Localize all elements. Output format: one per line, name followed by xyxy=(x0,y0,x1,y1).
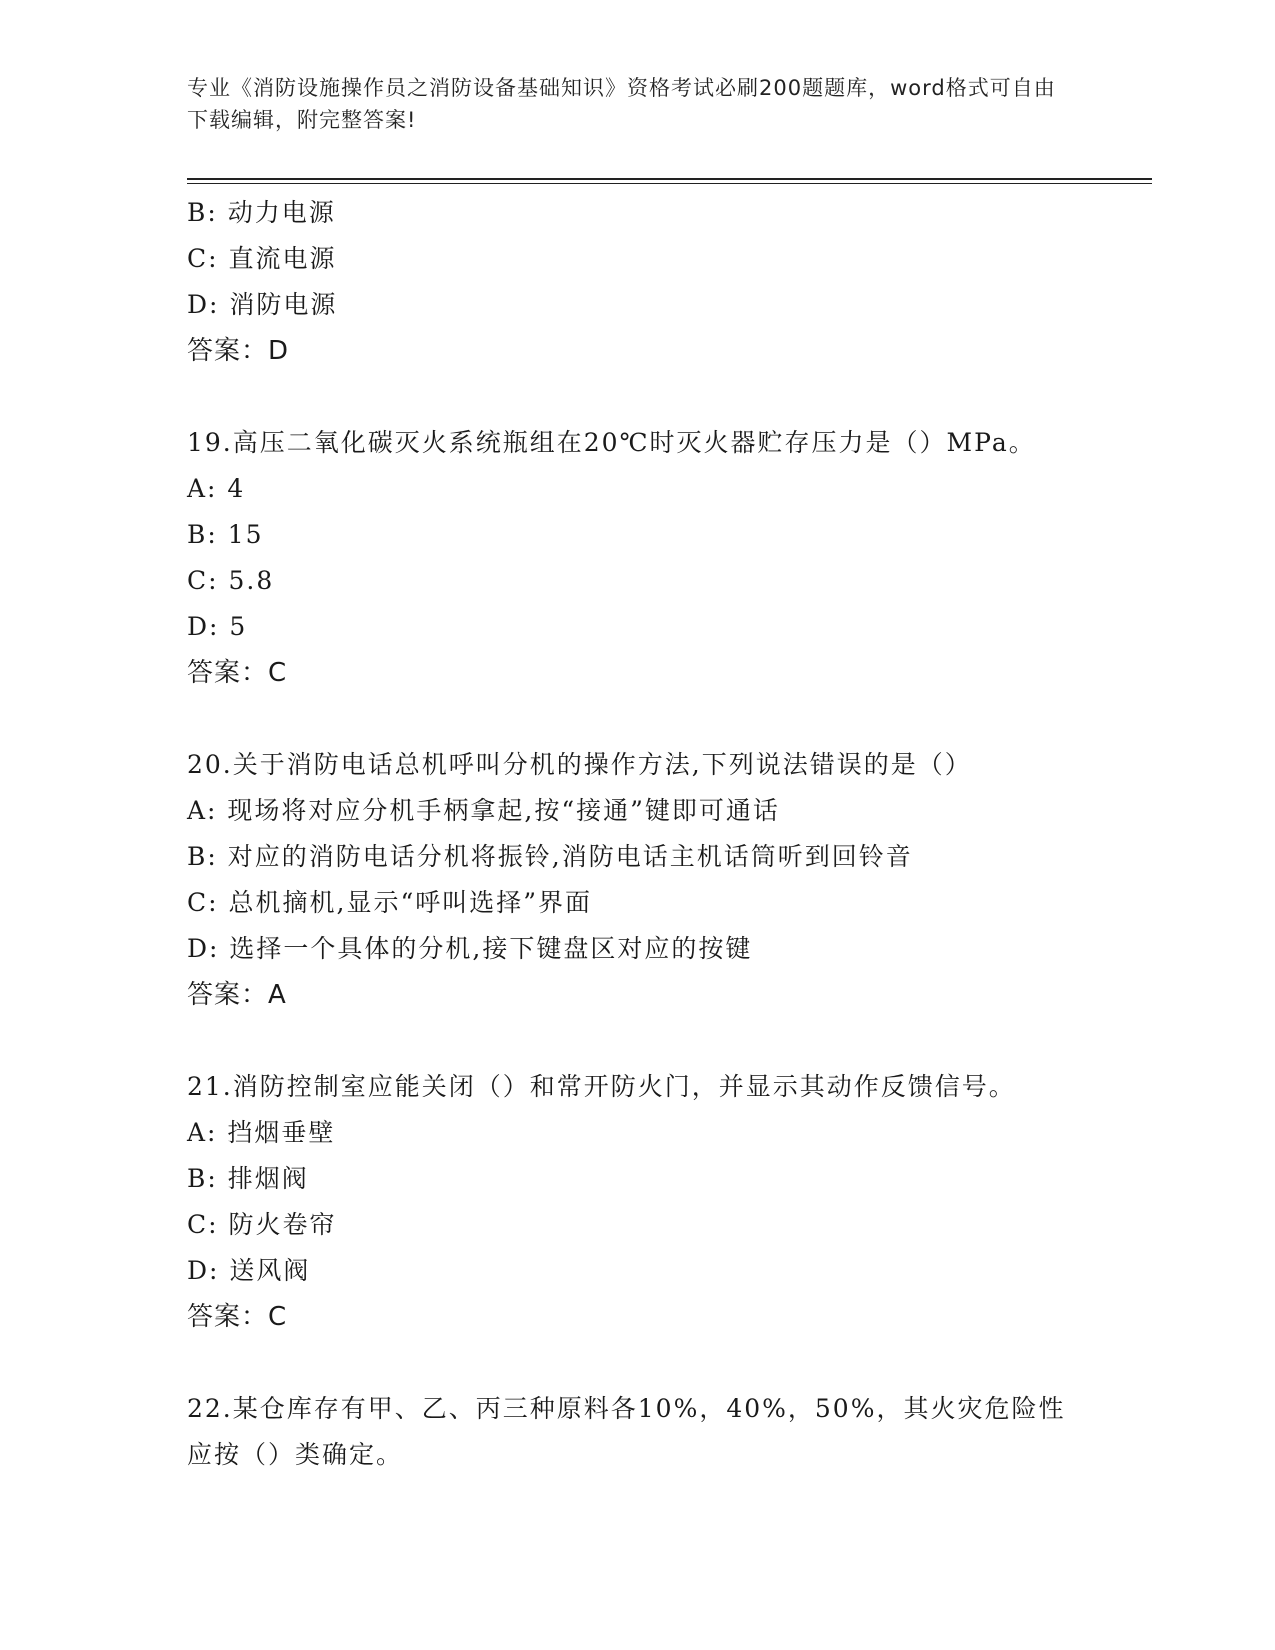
question-block-20 xyxy=(187,742,1087,1018)
option-a: A: 4 xyxy=(187,474,246,503)
option-b: B: 排烟阀 xyxy=(187,1164,309,1193)
document-header: 专业《消防设施操作员之消防设备基础知识》资格考试必刷200题题库，word格式可自由下载编辑，附完整答案! xyxy=(187,76,1056,132)
option-d: D: 送风阀 xyxy=(187,1256,311,1285)
document-body xyxy=(187,190,1087,1478)
option-a: A: 挡烟垂壁 xyxy=(187,1118,336,1147)
question-text: 21.消防控制室应能关闭（）和常开防火门，并显示其动作反馈信号。 xyxy=(187,1072,1016,1101)
option-d: D: 5 xyxy=(187,612,248,641)
header-rule-thick xyxy=(187,178,1152,180)
answer: 答案：A xyxy=(187,980,287,1010)
option-b: B: 15 xyxy=(187,520,264,549)
answer: 答案：C xyxy=(187,1302,288,1332)
question-text: 20.关于消防电话总机呼叫分机的操作方法,下列说法错误的是（） xyxy=(187,750,972,779)
option-b: B: 对应的消防电话分机将振铃,消防电话主机话筒听到回铃音 xyxy=(187,842,913,871)
answer: 答案：D xyxy=(187,336,290,366)
option-c: C: 防火卷帘 xyxy=(187,1210,337,1239)
question-text: 19.高压二氧化碳灭火系统瓶组在20℃时灭火器贮存压力是（）MPa。 xyxy=(187,428,1036,457)
option-c: C: 总机摘机,显示“呼叫选择”界面 xyxy=(187,888,593,917)
question-block-19 xyxy=(187,420,1087,696)
option-d: D: 选择一个具体的分机,接下键盘区对应的按键 xyxy=(187,934,753,963)
option-a: A: 现场将对应分机手柄拿起,按“接通”键即可通话 xyxy=(187,796,780,825)
option-c: C: 5.8 xyxy=(187,566,275,595)
header-rule-thin xyxy=(187,183,1152,184)
option-c: C: 直流电源 xyxy=(187,244,337,273)
question-block-21 xyxy=(187,1064,1087,1340)
option-b: B: 动力电源 xyxy=(187,198,336,227)
question-block-22 xyxy=(187,1386,1087,1478)
question-text-line-1: 22.某仓库存有甲、乙、丙三种原料各10%，40%，50%，其火灾危险性 xyxy=(187,1394,1066,1423)
question-text-line-2: 应按（）类确定。 xyxy=(187,1440,404,1469)
option-d: D: 消防电源 xyxy=(187,290,338,319)
answer: 答案：C xyxy=(187,658,288,688)
question-block-18 xyxy=(187,190,1087,374)
